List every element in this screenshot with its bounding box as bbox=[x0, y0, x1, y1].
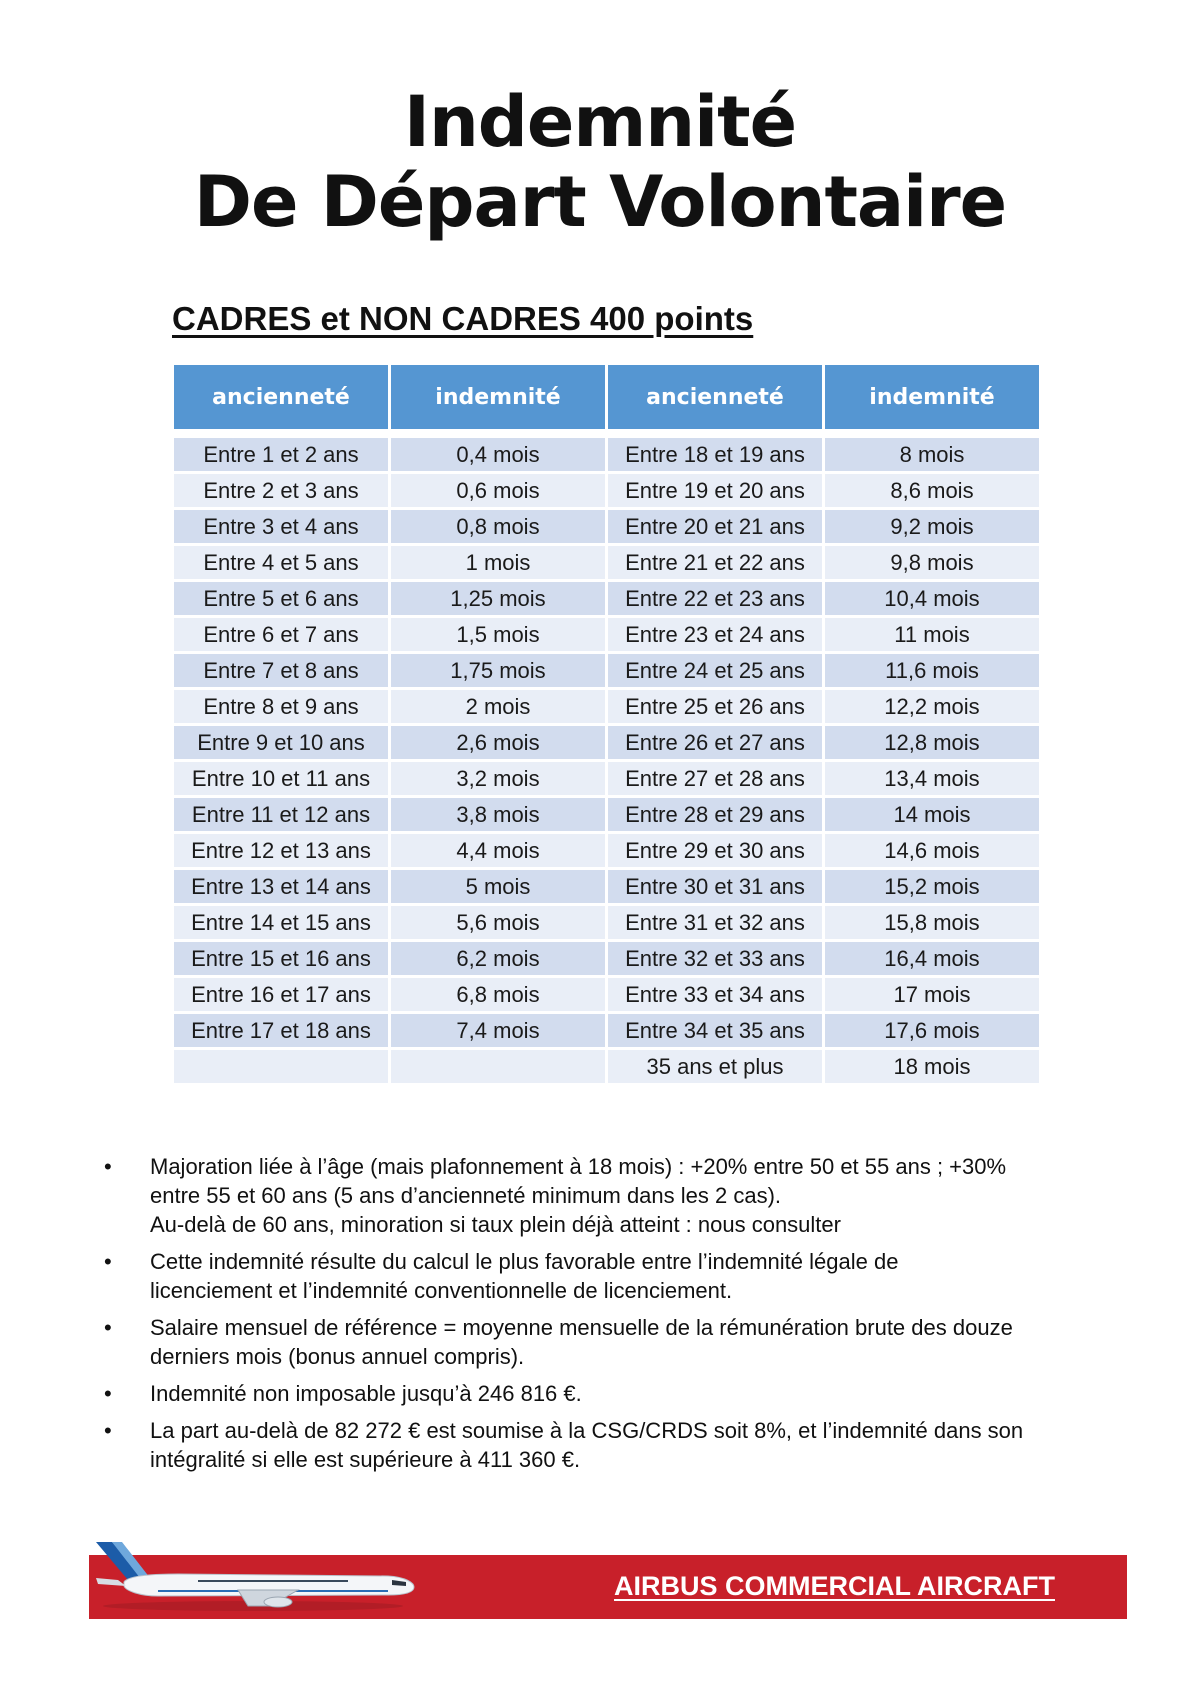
bullet-icon: • bbox=[104, 1418, 112, 1443]
cell-indemnite: 15,2 mois bbox=[824, 869, 1041, 905]
cell-indemnite: 7,4 mois bbox=[390, 1013, 607, 1049]
title-line-2: De Départ Volontaire bbox=[193, 161, 1007, 243]
cell-indemnite: 1,75 mois bbox=[390, 653, 607, 689]
cell-anciennete: Entre 8 et 9 ans bbox=[173, 689, 390, 725]
cell-indemnite: 3,8 mois bbox=[390, 797, 607, 833]
table-subtitle: CADRES et NON CADRES 400 points bbox=[172, 300, 754, 337]
cell-anciennete: Entre 25 et 26 ans bbox=[607, 689, 824, 725]
table-row bbox=[173, 437, 1041, 473]
note-line: Cette indemnité résulte du calcul le plus favorable entre l’indemnité légale de bbox=[150, 1249, 899, 1274]
table-row bbox=[173, 761, 1041, 797]
cell-anciennete: Entre 22 et 23 ans bbox=[607, 581, 824, 617]
cell-indemnite: 1 mois bbox=[390, 545, 607, 581]
cell-indemnite: 12,2 mois bbox=[824, 689, 1041, 725]
note-line: La part au-delà de 82 272 € est soumise à la CSG/CRDS soit 8%, et l’indemnité dans son bbox=[150, 1418, 1024, 1443]
cell-anciennete: Entre 13 et 14 ans bbox=[173, 869, 390, 905]
note-line: Salaire mensuel de référence = moyenne mensuelle de la rémunération brute des douze bbox=[150, 1315, 1013, 1340]
cell-indemnite: 0,6 mois bbox=[390, 473, 607, 509]
cell-indemnite: 16,4 mois bbox=[824, 941, 1041, 977]
cell-indemnite: 15,8 mois bbox=[824, 905, 1041, 941]
cell-anciennete bbox=[173, 1049, 390, 1085]
title-line-1: Indemnité bbox=[403, 81, 797, 163]
airplane-illustration bbox=[88, 1520, 418, 1620]
table-row bbox=[173, 725, 1041, 761]
cell-indemnite: 1,25 mois bbox=[390, 581, 607, 617]
cell-anciennete: Entre 27 et 28 ans bbox=[607, 761, 824, 797]
cell-indemnite: 4,4 mois bbox=[390, 833, 607, 869]
note-item bbox=[100, 1152, 1130, 1239]
header-indemnite-2: indemnité bbox=[824, 364, 1041, 431]
table-row bbox=[173, 941, 1041, 977]
cell-anciennete: Entre 9 et 10 ans bbox=[173, 725, 390, 761]
cell-anciennete: Entre 23 et 24 ans bbox=[607, 617, 824, 653]
cell-anciennete: Entre 34 et 35 ans bbox=[607, 1013, 824, 1049]
cell-indemnite: 18 mois bbox=[824, 1049, 1041, 1085]
cell-indemnite: 3,2 mois bbox=[390, 761, 607, 797]
cell-indemnite: 0,8 mois bbox=[390, 509, 607, 545]
page-title bbox=[0, 82, 1200, 242]
cell-indemnite: 6,8 mois bbox=[390, 977, 607, 1013]
cell-anciennete: Entre 14 et 15 ans bbox=[173, 905, 390, 941]
cell-indemnite: 9,8 mois bbox=[824, 545, 1041, 581]
note-item bbox=[100, 1379, 1130, 1408]
cell-anciennete: Entre 28 et 29 ans bbox=[607, 797, 824, 833]
cell-anciennete: Entre 10 et 11 ans bbox=[173, 761, 390, 797]
cell-anciennete: Entre 3 et 4 ans bbox=[173, 509, 390, 545]
header-indemnite-1: indemnité bbox=[390, 364, 607, 431]
cell-anciennete: Entre 31 et 32 ans bbox=[607, 905, 824, 941]
cell-anciennete: Entre 4 et 5 ans bbox=[173, 545, 390, 581]
footer-brand-text: AIRBUS COMMERCIAL AIRCRAFT bbox=[614, 1571, 1055, 1601]
table-row bbox=[173, 653, 1041, 689]
table-body bbox=[173, 431, 1041, 1085]
table-row bbox=[173, 473, 1041, 509]
cell-anciennete: Entre 12 et 13 ans bbox=[173, 833, 390, 869]
cell-indemnite: 12,8 mois bbox=[824, 725, 1041, 761]
table-row bbox=[173, 1049, 1041, 1085]
cell-indemnite: 2,6 mois bbox=[390, 725, 607, 761]
cell-anciennete: Entre 1 et 2 ans bbox=[173, 437, 390, 473]
notes-list bbox=[100, 1152, 1130, 1482]
cell-indemnite: 17 mois bbox=[824, 977, 1041, 1013]
cell-anciennete: Entre 6 et 7 ans bbox=[173, 617, 390, 653]
cell-indemnite: 2 mois bbox=[390, 689, 607, 725]
table-row bbox=[173, 833, 1041, 869]
cell-indemnite: 11 mois bbox=[824, 617, 1041, 653]
note-line: Indemnité non imposable jusqu’à 246 816 €. bbox=[150, 1381, 582, 1406]
cell-anciennete: Entre 26 et 27 ans bbox=[607, 725, 824, 761]
cell-indemnite: 14 mois bbox=[824, 797, 1041, 833]
table-row bbox=[173, 1013, 1041, 1049]
cell-indemnite: 17,6 mois bbox=[824, 1013, 1041, 1049]
bullet-icon: • bbox=[104, 1381, 112, 1406]
header-anciennete-2: ancienneté bbox=[607, 364, 824, 431]
cell-anciennete: Entre 7 et 8 ans bbox=[173, 653, 390, 689]
cell-anciennete: Entre 19 et 20 ans bbox=[607, 473, 824, 509]
table-row bbox=[173, 617, 1041, 653]
cell-anciennete: Entre 32 et 33 ans bbox=[607, 941, 824, 977]
note-item bbox=[100, 1247, 1130, 1305]
cell-anciennete: Entre 18 et 19 ans bbox=[607, 437, 824, 473]
table-row bbox=[173, 545, 1041, 581]
cell-indemnite: 0,4 mois bbox=[390, 437, 607, 473]
cell-anciennete: Entre 30 et 31 ans bbox=[607, 869, 824, 905]
table-row bbox=[173, 905, 1041, 941]
note-line: entre 55 et 60 ans (5 ans d’ancienneté minimum dans les 2 cas). bbox=[150, 1183, 782, 1208]
note-item bbox=[100, 1313, 1130, 1371]
note-line: Au-delà de 60 ans, minoration si taux plein déjà atteint : nous consulter bbox=[150, 1212, 841, 1237]
cell-anciennete: Entre 29 et 30 ans bbox=[607, 833, 824, 869]
cell-indemnite: 5,6 mois bbox=[390, 905, 607, 941]
cell-indemnite: 8,6 mois bbox=[824, 473, 1041, 509]
table-row bbox=[173, 977, 1041, 1013]
note-line: Majoration liée à l’âge (mais plafonnement à 18 mois) : +20% entre 50 et 55 ans ; +30% bbox=[150, 1154, 1007, 1179]
cell-anciennete: Entre 15 et 16 ans bbox=[173, 941, 390, 977]
indemnity-table bbox=[171, 362, 1042, 1086]
cell-indemnite: 5 mois bbox=[390, 869, 607, 905]
cell-indemnite: 9,2 mois bbox=[824, 509, 1041, 545]
cell-anciennete: Entre 2 et 3 ans bbox=[173, 473, 390, 509]
bullet-icon: • bbox=[104, 1249, 112, 1274]
table-row bbox=[173, 581, 1041, 617]
cell-indemnite: 13,4 mois bbox=[824, 761, 1041, 797]
cell-indemnite: 6,2 mois bbox=[390, 941, 607, 977]
note-line: intégralité si elle est supérieure à 411 360 €. bbox=[150, 1447, 581, 1472]
table-row bbox=[173, 689, 1041, 725]
cell-anciennete: Entre 16 et 17 ans bbox=[173, 977, 390, 1013]
cell-indemnite bbox=[390, 1049, 607, 1085]
bullet-icon: • bbox=[104, 1315, 112, 1340]
header-anciennete-1: ancienneté bbox=[173, 364, 390, 431]
table-row bbox=[173, 797, 1041, 833]
cell-indemnite: 10,4 mois bbox=[824, 581, 1041, 617]
table-row bbox=[173, 869, 1041, 905]
cell-anciennete: Entre 20 et 21 ans bbox=[607, 509, 824, 545]
cell-indemnite: 8 mois bbox=[824, 437, 1041, 473]
bullet-icon: • bbox=[104, 1154, 112, 1179]
note-item bbox=[100, 1416, 1130, 1474]
cell-indemnite: 1,5 mois bbox=[390, 617, 607, 653]
table-row bbox=[173, 509, 1041, 545]
cell-anciennete: Entre 17 et 18 ans bbox=[173, 1013, 390, 1049]
cell-anciennete: Entre 33 et 34 ans bbox=[607, 977, 824, 1013]
note-line: licenciement et l’indemnité conventionnelle de licenciement. bbox=[150, 1278, 733, 1303]
table-header-row bbox=[173, 364, 1041, 431]
cell-anciennete: Entre 24 et 25 ans bbox=[607, 653, 824, 689]
cell-anciennete: 35 ans et plus bbox=[607, 1049, 824, 1085]
cell-anciennete: Entre 11 et 12 ans bbox=[173, 797, 390, 833]
cell-indemnite: 14,6 mois bbox=[824, 833, 1041, 869]
cell-anciennete: Entre 5 et 6 ans bbox=[173, 581, 390, 617]
cell-anciennete: Entre 21 et 22 ans bbox=[607, 545, 824, 581]
cell-indemnite: 11,6 mois bbox=[824, 653, 1041, 689]
note-line: derniers mois (bonus annuel compris). bbox=[150, 1344, 525, 1369]
